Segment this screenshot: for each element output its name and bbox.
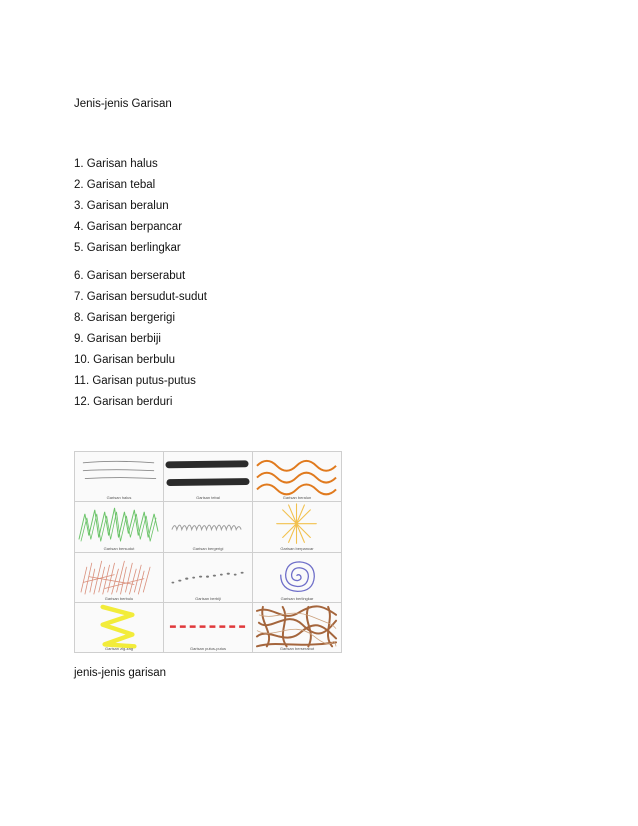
dashed-line-drawing xyxy=(164,603,252,652)
list-item: 6. Garisan berserabut xyxy=(74,270,186,282)
wavy-lines-drawing xyxy=(253,452,341,501)
figure-cell-berpancar xyxy=(253,502,341,551)
list-item: 10. Garisan berbulu xyxy=(74,354,176,366)
figure-cell-bergerigi xyxy=(164,502,252,551)
figure-cell-label: Garisan bergerigi xyxy=(192,545,224,551)
figure-cell-halus xyxy=(75,452,163,501)
figure-cell-label: Garisan putus-putus xyxy=(189,646,227,651)
figure-cell-bersudut xyxy=(75,502,163,551)
figure-cell-label: Garisan berpancar xyxy=(280,545,314,551)
figure-cell-label: Garisan berbulu xyxy=(104,595,134,601)
list-item: 3. Garisan beralun xyxy=(74,200,169,212)
spiral-line-drawing xyxy=(253,553,341,602)
figure-cell-label: Garisan berlingkar xyxy=(280,595,314,601)
list-item: 4. Garisan berpancar xyxy=(74,221,183,233)
angular-lines-drawing xyxy=(75,502,163,551)
list-item: 11. Garisan putus-putus xyxy=(74,375,196,387)
figure-caption: jenis-jenis garisan xyxy=(74,667,167,679)
list-item: 7. Garisan bersudut-sudut xyxy=(74,291,207,303)
figure-cell-zigzag xyxy=(75,603,163,652)
thick-lines-drawing xyxy=(164,452,252,501)
list-item: 9. Garisan berbiji xyxy=(74,333,161,345)
page-title: Jenis-jenis Garisan xyxy=(74,98,172,110)
figure-cell-label: Garisan tebal xyxy=(196,495,220,501)
fine-lines-drawing xyxy=(75,452,163,501)
figure-cell-label: Garisan berserabut xyxy=(279,646,315,651)
list-item: 1. Garisan halus xyxy=(74,158,158,170)
figure-cell-label: Garisan halus xyxy=(106,495,132,501)
figure-cell-berlingkar xyxy=(253,553,341,602)
figure-cell-label: Garisan berbiji xyxy=(195,595,221,601)
list-item: 5. Garisan berlingkar xyxy=(74,242,181,254)
figure-cell-tebal xyxy=(164,452,252,501)
figure-cell-berbiji xyxy=(164,553,252,602)
figure-cell-label: Garisan beralun xyxy=(282,495,312,501)
feathery-lines-drawing xyxy=(75,553,163,602)
dotted-seeds-drawing xyxy=(164,553,252,602)
figure-cell-berserabut xyxy=(253,603,341,652)
figure-cell-beralun xyxy=(253,452,341,501)
figure-cell-berbulu xyxy=(75,553,163,602)
list-item: 12. Garisan berduri xyxy=(74,396,173,408)
list-item: 2. Garisan tebal xyxy=(74,179,156,191)
figure-cell-label: Garisan zig-zag xyxy=(104,646,133,651)
jagged-line-drawing xyxy=(164,502,252,551)
line-types-figure xyxy=(74,451,342,653)
tangled-lines-drawing xyxy=(253,603,341,652)
figure-cell-putus xyxy=(164,603,252,652)
zigzag-line-drawing xyxy=(75,603,163,652)
radiating-lines-drawing xyxy=(253,502,341,551)
list-item: 8. Garisan bergerigi xyxy=(74,312,175,324)
figure-cell-label: Garisan bersudut xyxy=(103,545,135,551)
